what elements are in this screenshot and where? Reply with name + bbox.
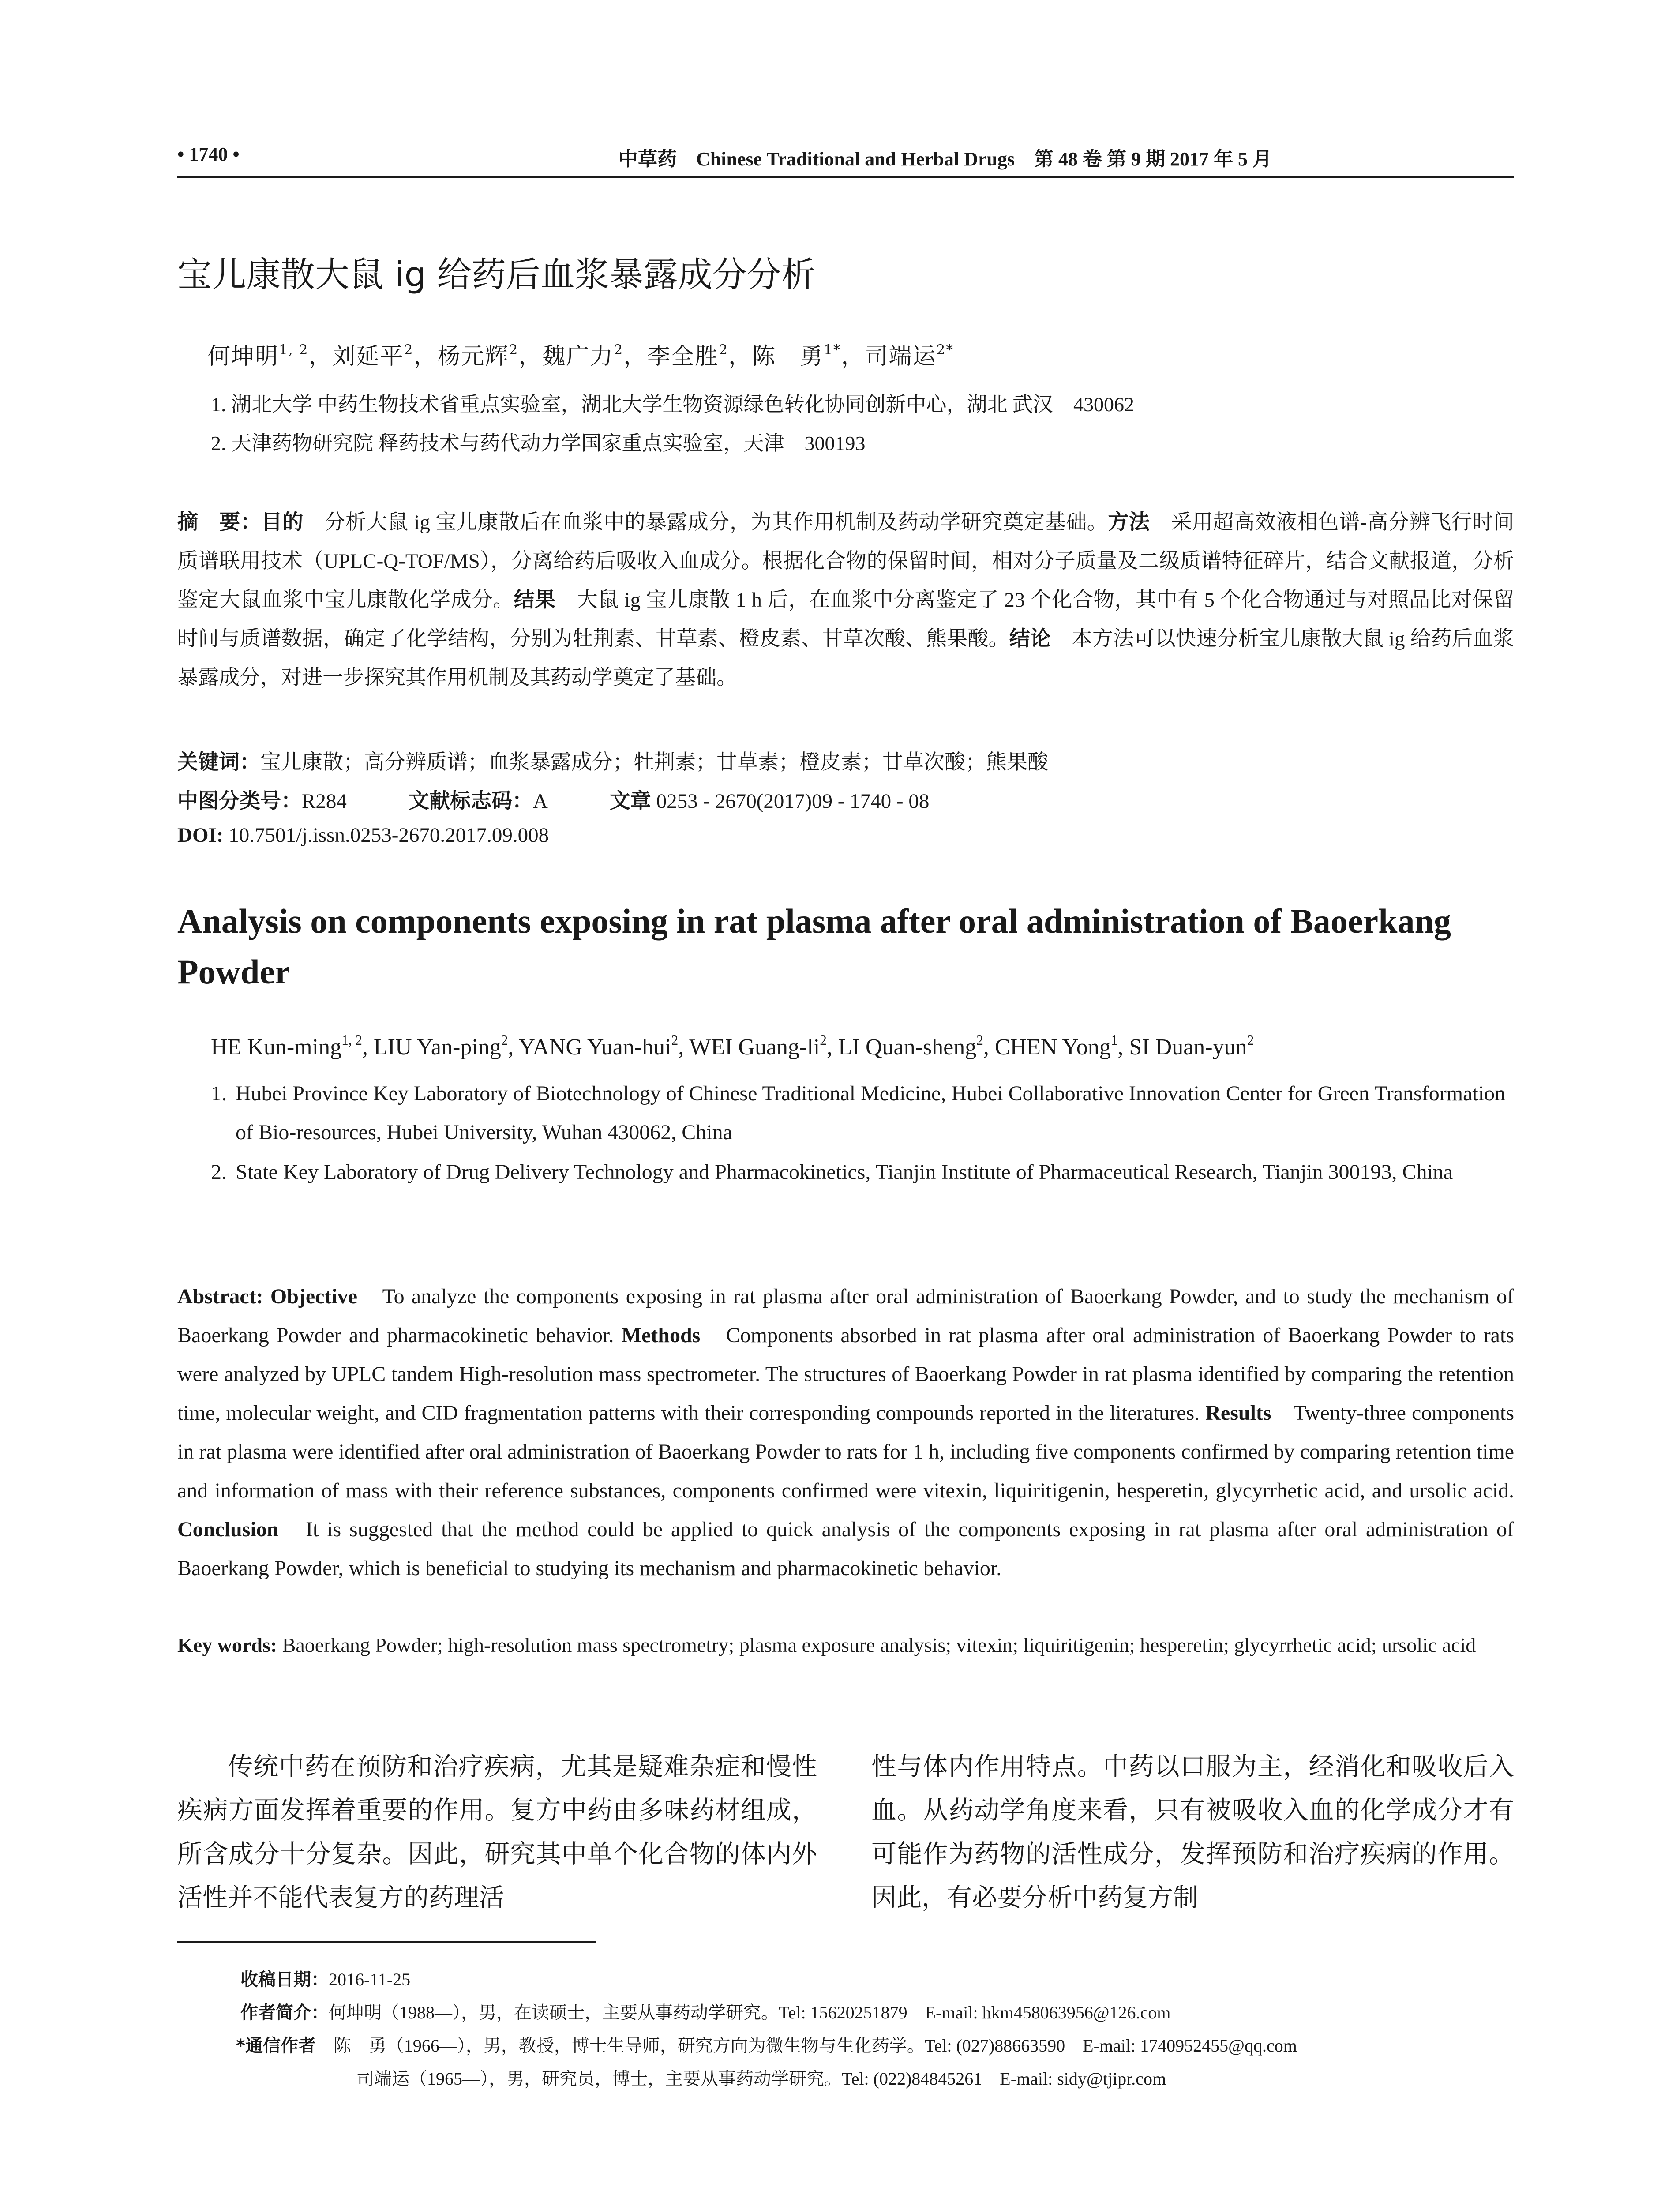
doc-code-value: A xyxy=(532,790,548,813)
cn-author-name: 陈 勇 xyxy=(752,343,824,370)
footnote-rule xyxy=(177,1941,596,1943)
cn-author-affiliation-mark: 2 xyxy=(614,342,624,358)
cn-affiliation-1: 1. 湖北大学 中药生物技术省重点实验室，湖北大学生物资源绿色转化协同创新中心，湖北 武汉 430062 xyxy=(211,393,1134,416)
clc-label: 中图分类号： xyxy=(177,789,302,813)
en-results-text: Twenty-three components in rat plasma were identified after oral administration of Baoerkang Powder to rats for 1 h, including five components confirmed by comparing retention time and information of mass with their reference substances, components confirmed were vitexin, liquiritigenin, hesperetin, glycyrrhetic acid, and ursolic acid. xyxy=(177,1401,1514,1502)
en-methods-label: Methods xyxy=(621,1324,701,1347)
doc-code-label: 文献标志码： xyxy=(408,789,533,813)
cn-author-name: 魏广力 xyxy=(542,343,614,370)
en-author-affiliation-mark: 2 xyxy=(671,1032,679,1048)
author-bio xyxy=(240,1999,1170,2024)
en-author-name: YANG Yuan-hui xyxy=(518,1034,671,1060)
cn-author-affiliation-mark: 2 xyxy=(719,342,729,358)
en-affiliation-2-number: 2. xyxy=(211,1160,227,1184)
cn-keywords xyxy=(177,746,1048,775)
en-objective-text: To analyze the components exposing in rat plasma after oral administration of Baoerkang Powder, and to study the mechanism of Baoerkang Powder and pharmacokinetic behavior. xyxy=(177,1285,1514,1347)
cn-objective-label: 目的 xyxy=(261,510,304,534)
cn-methods-label: 方法 xyxy=(1108,510,1150,534)
cn-author-name: 刘延平 xyxy=(332,343,404,370)
en-author-affiliation-mark: 2 xyxy=(1247,1032,1254,1048)
doi-label: DOI: xyxy=(177,824,224,847)
en-author-affiliation-mark: 2 xyxy=(976,1032,983,1048)
cn-methods-text: 采用超高效液相色谱-高分辨飞行时间质谱联用技术（UPLC-Q-TOF/MS），分离给药后吸收入血成分。根据化合物的保留时间，相对分子质量及二级质谱特征碎片，结合文献报道，分析鉴定大鼠血浆中宝儿康散化学成分。 xyxy=(177,511,1515,612)
received-label: 收稿日期： xyxy=(240,1970,329,1990)
en-affiliation-1 xyxy=(211,1074,1514,1152)
cn-title: 宝儿康散大鼠 ig 给药后血浆暴露成分分析 xyxy=(177,255,816,295)
en-author-affiliation-mark: 1 xyxy=(1110,1032,1118,1048)
en-affiliation-1-number: 1. xyxy=(211,1082,227,1105)
running-header xyxy=(177,140,1514,171)
en-author-name: SI Duan-yun xyxy=(1129,1034,1247,1060)
en-author-name: CHEN Yong xyxy=(994,1034,1111,1060)
article-id: 0253 - 2670(2017)09 - 1740 - 08 xyxy=(656,790,930,813)
received-value: 2016-11-25 xyxy=(329,1970,411,1989)
en-keywords-text: Baoerkang Powder; high-resolution mass spectrometry; plasma exposure analysis; vitexin; liquiritigenin; hesperetin; glycyrrhetic acid; ursolic acid xyxy=(282,1634,1476,1656)
cn-author-affiliation-mark: 1* xyxy=(824,342,841,358)
corr1-text: 陈 勇（1966—），男，教授，博士生导师，研究方向为微生物与生化药学。Tel: (027)88663590 E-mail: 1740952455@qq.com xyxy=(333,2036,1297,2056)
cn-author-affiliation-mark: 2 xyxy=(404,342,414,358)
cn-results-label: 结果 xyxy=(514,588,556,612)
en-author-name: HE Kun-ming xyxy=(211,1034,342,1060)
cn-author-name: 杨元辉 xyxy=(437,343,509,370)
en-author-name: LI Quan-sheng xyxy=(838,1034,977,1060)
article-label: 文章 xyxy=(609,789,651,813)
page-number: • 1740 • xyxy=(177,143,240,165)
cn-keywords-text: 宝儿康散；高分辨质谱；血浆暴露成分；牡荆素；甘草素；橙皮素；甘草次酸；熊果酸 xyxy=(260,751,1048,774)
cn-author-name: 司端运 xyxy=(865,343,937,370)
cn-author-name: 何坤明 xyxy=(207,343,279,370)
cn-conclusion-label: 结论 xyxy=(1009,627,1051,651)
en-objective-label: Objective xyxy=(270,1285,358,1308)
en-conclusion-text: It is suggested that the method could be applied to quick analysis of the components exposing in rat plasma after oral administration of Baoerkang Powder, which is beneficial to studying its mechanism and pharmacokinetic behavior. xyxy=(177,1518,1514,1580)
doi-value: 10.7501/j.issn.0253-2670.2017.09.008 xyxy=(229,824,549,847)
corr-label: *通信作者 xyxy=(236,2036,316,2056)
bio-label: 作者简介： xyxy=(240,2003,329,2023)
received-date xyxy=(240,1966,410,1991)
cn-abstract xyxy=(177,503,1514,697)
en-affiliation-1-text: Hubei Province Key Laboratory of Biotechnology of Chinese Traditional Medicine, Hubei Collaborative Innovation Center for Green Transformation of Bio-resources, Hubei University, Wuhan 430062, China xyxy=(236,1082,1506,1144)
cn-classification-line xyxy=(177,784,929,814)
en-author-name: WEI Guang-li xyxy=(689,1034,820,1060)
journal-citation: 中草药 Chinese Traditional and Herbal Drugs 第 48 卷 第 9 期 2017 年 5 月 xyxy=(619,148,1272,170)
header-rule xyxy=(177,176,1514,178)
cn-affiliation-2: 2. 天津药物研究院 释药技术与药代动力学国家重点实验室，天津 300193 xyxy=(211,432,866,454)
en-results-label: Results xyxy=(1205,1401,1271,1425)
en-keywords-label: Key words: xyxy=(177,1634,278,1656)
cn-author-affiliation-mark: 1, 2 xyxy=(279,342,309,358)
en-affiliation-2 xyxy=(211,1153,1514,1192)
body-column-left: 传统中药在预防和治疗疾病，尤其是疑难杂症和慢性疾病方面发挥着重要的作用。复方中药由多味药材组成，所含成分十分复杂。因此，研究其中单个化合物的体内外活性并不能代表复方的药理活 xyxy=(177,1753,817,1912)
corresponding-author-2: 司端运（1965—），男，研究员，博士，主要从事药动学研究。Tel: (022)84845261 E-mail: sidy@tjipr.com xyxy=(356,2069,1166,2089)
en-keywords xyxy=(177,1626,1514,1665)
cn-conclusion-text: 本方法可以快速分析宝儿康散大鼠 ig 给药后血浆暴露成分，对进一步探究其作用机制及其药动学奠定了基础。 xyxy=(177,627,1515,689)
en-title: Analysis on components exposing in rat plasma after oral administration of Baoerkang Powder xyxy=(177,902,1451,991)
cn-results-text: 大鼠 ig 宝儿康散 1 h 后，在血浆中分离鉴定了 23 个化合物，其中有 5 个化合物通过与对照品比对保留时间与质谱数据，确定了化学结构，分别为牡荆素、甘草素、橙皮素、甘草次酸、熊果酸。 xyxy=(177,589,1515,650)
cn-abstract-label: 摘 要： xyxy=(177,510,262,534)
clc-value: R284 xyxy=(302,790,347,813)
bio-text: 何坤明（1988—），男，在读硕士，主要从事药动学研究。Tel: 15620251879 E-mail: hkm458063956@126.com xyxy=(329,2003,1171,2022)
en-author-list: HE Kun-ming$^{1, 2}$, LIU Yan-ping$^2$, YANG Yuan-hui$^2$, WEI Guang-$li^2$, LI Quan-sheng$^2$, CHEN Yong$^1$, SI Duan-yun$^2$ xyxy=(211,1032,1254,1060)
corresponding-author-1 xyxy=(236,2032,1297,2057)
en-conclusion-label: Conclusion xyxy=(177,1518,279,1541)
en-methods-text: Components absorbed in rat plasma after oral administration of Baoerkang Powder to rats were analyzed by UPLC tandem High-resolution mass spectrometer. The structures of Baoerkang Powder in rat plasma identified by comparing the retention time, molecular weight, and CID fragmentation patterns with their corresponding compounds reported in the literatures. xyxy=(177,1324,1515,1425)
cn-keywords-label: 关键词： xyxy=(177,750,260,774)
en-author-name: LIU Yan-ping xyxy=(373,1034,501,1060)
en-author-affiliation-mark: 2 xyxy=(820,1032,827,1048)
cn-author-name: 李全胜 xyxy=(647,343,719,370)
en-author-affiliation-mark: 1, 2 xyxy=(341,1032,362,1048)
en-abstract-label: Abstract: xyxy=(177,1285,263,1308)
cn-author-affiliation-mark: 2 xyxy=(509,342,519,358)
en-affiliation-2-text: State Key Laboratory of Drug Delivery Technology and Pharmacokinetics, Tianjin Institute of Pharmaceutical Research, Tianjin 300193, China xyxy=(236,1160,1453,1184)
en-author-affiliation-mark: 2 xyxy=(501,1032,508,1048)
body-column-right: 性与体内作用特点。中药以口服为主，经消化和吸收后入血。从药动学角度来看，只有被吸收入血的化学成分才有可能作为药物的活性成分，发挥预防和治疗疾病的作用。因此，有必要分析中药复方制 xyxy=(871,1753,1514,1912)
cn-author-affiliation-mark: 2* xyxy=(936,342,954,358)
cn-objective-text: 分析大鼠 ig 宝儿康散后在血浆中的暴露成分，为其作用机制及药动学研究奠定基础。 xyxy=(324,511,1108,534)
en-abstract xyxy=(177,1277,1514,1588)
cn-author-list: 何坤明$^{1, 2}$，刘延平$^2$，杨元辉$^2$，魏广力$^2$，李全胜$^2$，陈 勇$^{1*}$，司端运$^{2*}$ xyxy=(207,342,954,370)
doi-line xyxy=(177,823,549,847)
